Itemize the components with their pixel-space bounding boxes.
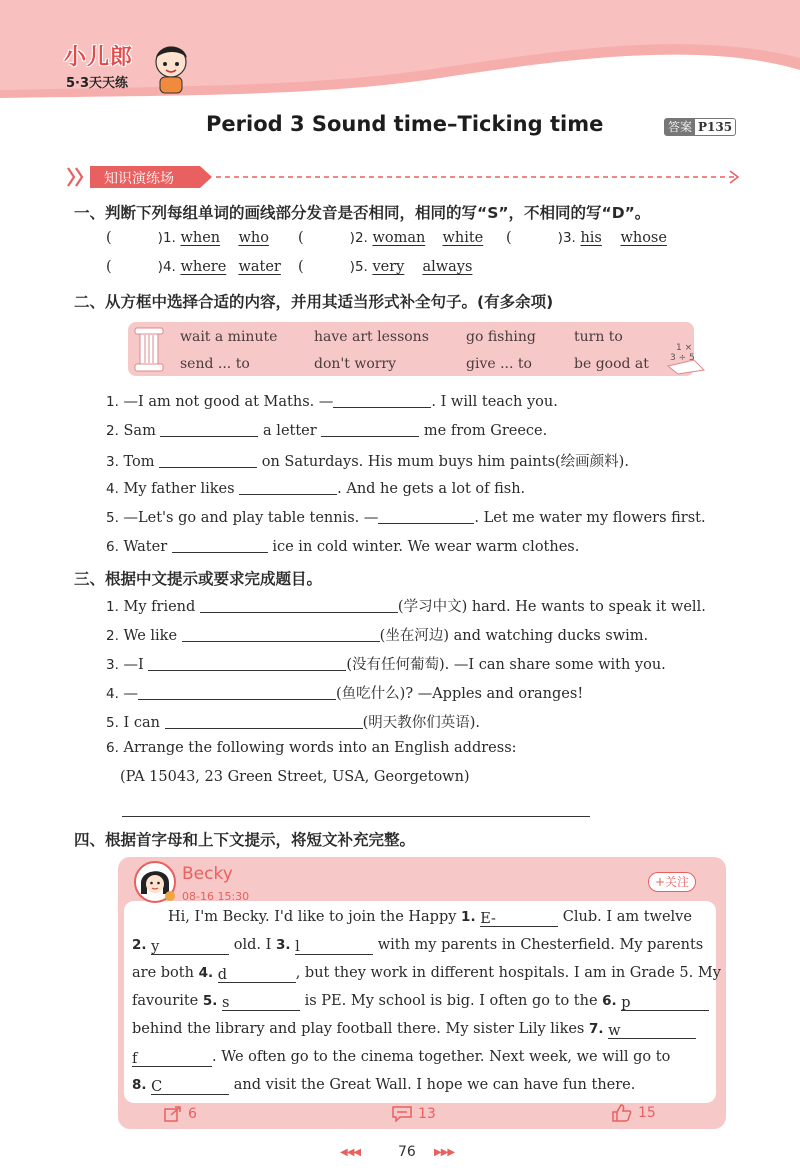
numbers-card-icon — [664, 336, 708, 376]
answer-blank[interactable] — [138, 684, 336, 700]
answer-blank[interactable]: s — [222, 995, 300, 1011]
s3-item-3: 3. —I (没有任何葡萄). —I can share some with you. — [106, 657, 666, 673]
svg-text:1 ×: 1 × — [676, 343, 693, 353]
answer-blank[interactable]: d — [218, 967, 296, 983]
share-icon — [164, 1106, 182, 1122]
comment-stat[interactable]: 13 — [392, 1106, 436, 1122]
s3-item-6: 6. Arrange the following words into an English address: — [106, 740, 517, 756]
s3-item-6-hint: (PA 15043, 23 Green Street, USA, Georgetown) — [120, 769, 470, 785]
answer-blank[interactable] — [333, 392, 431, 408]
s2-sentence-6: 6. Water ice in cold winter. We wear warm clothes. — [106, 539, 580, 555]
answer-blank[interactable] — [378, 508, 474, 524]
answer-label: 答案 — [665, 119, 695, 135]
word-bank-item: turn to — [574, 329, 623, 345]
answer-blank[interactable] — [321, 421, 419, 437]
banner-label: 知识演练场 — [104, 171, 174, 187]
post-line-1: Hi, I'm Becky. I'd like to join the Happy 1. E- Club. I am twelve — [168, 909, 692, 927]
word-bank-item: give ... to — [466, 356, 532, 372]
post-line-5: behind the library and play football there. My sister Lily likes 7. w — [132, 1021, 696, 1039]
answer-blank[interactable] — [165, 713, 363, 729]
s3-item-2: 2. We like (坐在河边) and watching ducks swim. — [106, 628, 649, 644]
section1-title: 一、判断下列每组单词的画线部分发音是否相同，相同的写“S”，不相同的写“D”。 — [74, 204, 651, 222]
word-bank-item: be good at — [574, 356, 649, 372]
answer-blank[interactable] — [239, 479, 337, 495]
post-line-3: are both 4. d , but they work in different hospitals. I am in Grade 5. My — [132, 965, 721, 983]
answer-blank[interactable]: l — [295, 939, 373, 955]
like-stat[interactable]: 15 — [612, 1104, 656, 1122]
word-bank-item: don't worry — [314, 356, 397, 372]
comment-icon — [392, 1106, 412, 1122]
answer-blank[interactable]: C — [151, 1079, 229, 1095]
post-author: Becky — [182, 864, 233, 884]
page-number: 76 — [398, 1144, 416, 1160]
answer-blank[interactable] — [182, 626, 380, 642]
avatar — [132, 860, 178, 904]
answer-blank[interactable] — [172, 537, 268, 553]
s2-sentence-5: 5. —Let's go and play table tennis. — . Let me water my flowers first. — [106, 510, 706, 526]
s2-sentence-2: 2. Sam a letter me from Greece. — [106, 423, 548, 439]
word-bank — [128, 322, 694, 376]
answer-blank[interactable]: E- — [480, 911, 558, 927]
svg-text:3 ÷ 5: 3 ÷ 5 — [670, 353, 695, 363]
s2-sentence-3: 3. Tom on Saturdays. His mum buys him paints(绘画颜料). — [106, 454, 629, 470]
next-arrows-icon: ▶▶▶ — [434, 1147, 455, 1158]
post-line-4: favourite 5. s is PE. My school is big. I often go to the 6. p — [132, 993, 709, 1011]
answer-page: P135 — [698, 120, 733, 134]
s1-item-5: ( )5. very always — [298, 259, 473, 275]
answer-blank[interactable] — [159, 452, 257, 468]
s1-item-3: ( )3. his whose — [506, 230, 667, 246]
share-stat[interactable]: 6 — [164, 1106, 197, 1122]
section3-title: 三、根据中文提示或要求完成题目。 — [74, 570, 323, 588]
s1-item-2: ( )2. woman white — [298, 230, 484, 246]
s3-item-1: 1. My friend (学习中文) hard. He wants to speak it well. — [106, 599, 706, 615]
post-line-6: f . We often go to the cinema together. Next week, we will go to — [132, 1049, 671, 1067]
word-bank-item: go fishing — [466, 329, 536, 345]
answer-blank[interactable] — [200, 597, 398, 613]
post-timestamp: 08-16 15:30 — [182, 890, 250, 903]
s2-sentence-4: 4. My father likes . And he gets a lot of fish. — [106, 481, 526, 497]
answer-blank[interactable]: f — [132, 1051, 212, 1067]
follow-button[interactable]: +关注 — [648, 872, 696, 892]
word-bank-item: send ... to — [180, 356, 250, 372]
thumbs-up-icon — [612, 1104, 632, 1122]
pillar-icon — [132, 326, 166, 374]
word-bank-item: have art lessons — [314, 329, 429, 345]
prev-arrows-icon: ◀◀◀ — [340, 1147, 361, 1158]
answer-reference — [664, 118, 736, 136]
s3-item-5: 5. I can (明天教你们英语). — [106, 715, 480, 731]
section2-title: 二、从方框中选择合适的内容，并用其适当形式补全句子。(有多余项) — [74, 293, 554, 311]
section4-title: 四、根据首字母和上下文提示，将短文补充完整。 — [74, 831, 416, 849]
post-line-7: 8. C and visit the Great Wall. I hope we can have fun there. — [132, 1077, 636, 1095]
word-bank-item: wait a minute — [180, 329, 278, 345]
answer-blank[interactable] — [160, 421, 258, 437]
s1-item-1: ( )1. when who — [106, 230, 269, 246]
answer-blank[interactable]: p — [621, 995, 709, 1011]
post-line-2: 2. y old. I 3. l with my parents in Chesterfield. My parents — [132, 937, 704, 955]
answer-blank[interactable] — [148, 655, 346, 671]
s1-item-4: ( )4. where water — [106, 259, 281, 275]
s3-item-4: 4. — (鱼吃什么)? —Apples and oranges! — [106, 686, 584, 702]
answer-blank[interactable]: y — [151, 939, 229, 955]
brand-logo: 小儿郎 — [64, 45, 134, 70]
mascot-boy-icon — [150, 40, 192, 96]
brand-sub: 5·3天天练 — [66, 76, 129, 91]
answer-blank[interactable]: w — [608, 1023, 696, 1039]
address-answer-line[interactable] — [122, 816, 590, 817]
s2-sentence-1: 1. —I am not good at Maths. — . I will teach you. — [106, 394, 558, 410]
page-title: Period 3 Sound time–Ticking time — [206, 112, 604, 136]
